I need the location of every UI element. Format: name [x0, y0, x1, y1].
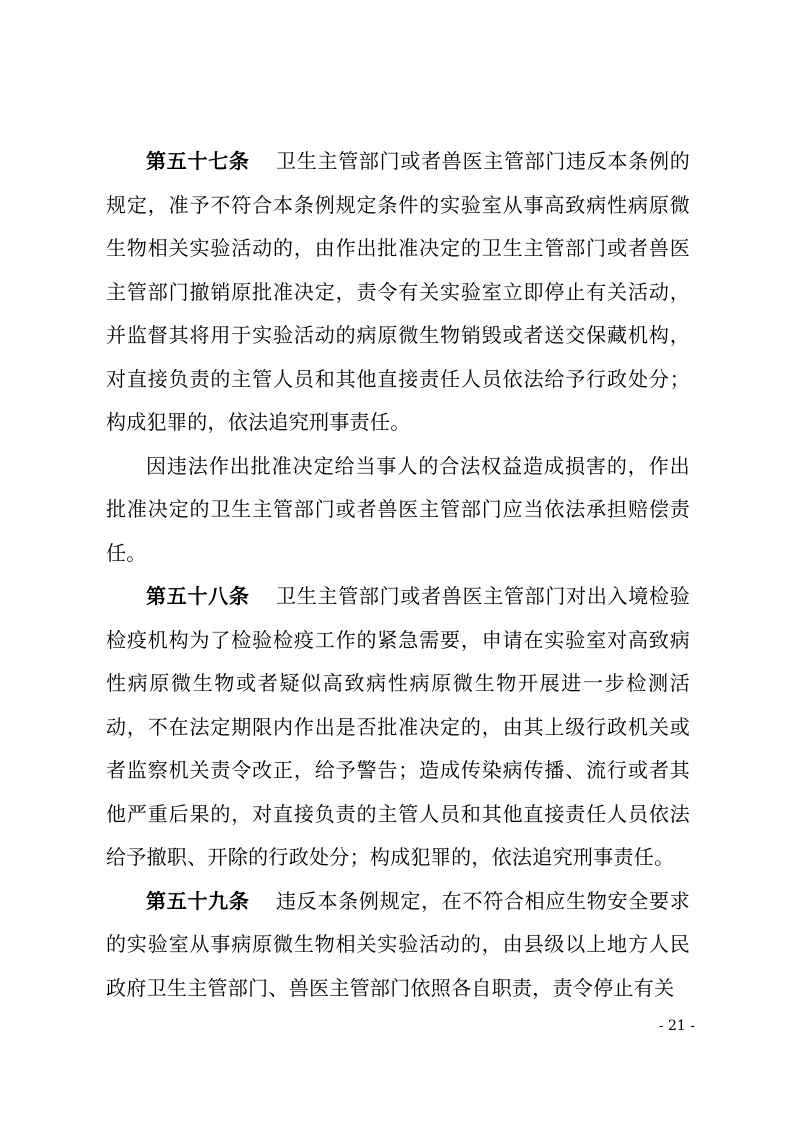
article-heading-58: 第五十八条	[146, 584, 250, 608]
paragraph-article-57	[106, 140, 690, 445]
paragraph-article-58	[106, 575, 690, 880]
document-body	[106, 140, 690, 1010]
article-text-57: 卫生主管部门或者兽医主管部门违反本条例的规定，准予不符合本条例规定条件的实验室从事高致病性病原微生物相关实验活动的，由作出批准决定的卫生主管部门或者兽医主管部门撤销原批准决定，责令有关实验室立即停止有关活动，并监督其将用于实验活动的病原微生物销毁或者送交保藏机构，对直接负责的主管人员和其他直接责任人员依法给予行政处分；构成犯罪的，依法追究刑事责任。	[106, 149, 691, 434]
paragraph-article-57-compensation	[106, 445, 690, 576]
paragraph-article-59	[106, 880, 690, 1011]
article-text-58: 卫生主管部门或者兽医主管部门对出入境检验检疫机构为了检验检疫工作的紧急需要，申请在实验室对高致病性病原微生物或者疑似高致病性病原微生物开展进一步检测活动，不在法定期限内作出是否批准决定的，由其上级行政机关或者监察机关责令改正，给予警告；造成传染病传播、流行或者其他严重后果的，对直接负责的主管人员和其他直接责任人员依法给予撤职、开除的行政处分；构成犯罪的，依法追究刑事责任。	[106, 584, 691, 869]
page-number: - 21 -	[658, 1018, 695, 1034]
article-heading-57: 第五十七条	[146, 149, 250, 173]
article-text-57-compensation: 因违法作出批准决定给当事人的合法权益造成损害的，作出批准决定的卫生主管部门或者兽医主管部门应当依法承担赔偿责任。	[106, 453, 690, 565]
article-text-59: 违反本条例规定，在不符合相应生物安全要求的实验室从事病原微生物相关实验活动的，由县级以上地方人民政府卫生主管部门、兽医主管部门依照各自职责，责令停止有关	[106, 888, 691, 1000]
article-heading-59: 第五十九条	[146, 888, 250, 913]
